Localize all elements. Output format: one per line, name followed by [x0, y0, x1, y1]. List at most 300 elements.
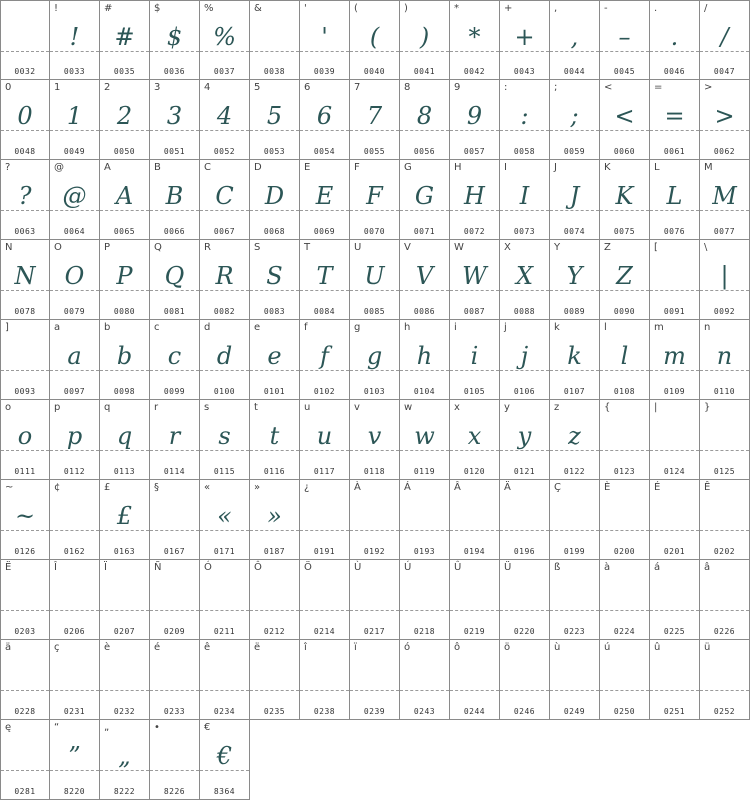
glyph-cell	[500, 640, 550, 720]
char-label: Ñ	[154, 562, 162, 573]
char-label: t	[254, 402, 258, 413]
glyph-cell	[400, 0, 450, 80]
glyph-sample: l	[620, 342, 629, 370]
char-label: I	[504, 162, 507, 173]
glyph-sample: 7	[366, 102, 383, 130]
glyph-cell	[0, 160, 50, 240]
glyph-sample: $	[166, 23, 183, 51]
char-code: 0055	[363, 147, 386, 156]
glyph-cell	[300, 240, 350, 320]
glyph-cell	[700, 560, 750, 640]
char-code: 0239	[363, 707, 386, 716]
glyph-cell	[300, 640, 350, 720]
glyph-cell	[500, 160, 550, 240]
glyph-sample	[150, 496, 199, 536]
glyph-sample	[1, 336, 49, 376]
glyph-sample: 0	[17, 102, 33, 130]
glyph-sample: c	[167, 342, 182, 370]
glyph-sample: I	[519, 182, 530, 210]
char-code: 0067	[213, 227, 236, 236]
glyph-sample: >	[714, 102, 735, 130]
glyph-sample: f	[320, 342, 329, 370]
glyph-cell	[600, 640, 650, 720]
char-code: 0069	[313, 227, 336, 236]
char-label: J	[554, 162, 557, 173]
glyph-sample: t	[269, 422, 280, 450]
char-label: Ö	[304, 562, 312, 573]
glyph-cell	[500, 480, 550, 560]
char-label: Ï	[104, 562, 107, 573]
char-code: 0072	[463, 227, 486, 236]
glyph-cell	[200, 400, 250, 480]
char-label: =	[654, 82, 663, 93]
char-code: 0087	[463, 307, 486, 316]
char-code: 0110	[713, 387, 736, 396]
char-code: 0223	[563, 627, 586, 636]
glyph-sample: 4	[216, 102, 233, 130]
glyph-cell	[650, 80, 700, 160]
char-label: V	[404, 242, 411, 253]
glyph-sample: G	[414, 182, 435, 210]
glyph-sample: d	[216, 342, 233, 370]
char-code: 0103	[363, 387, 386, 396]
glyph-sample: 3	[166, 102, 183, 130]
char-code: 0228	[14, 707, 36, 716]
char-code: 0125	[713, 467, 736, 476]
glyph-cell	[50, 560, 100, 640]
char-label: §	[154, 482, 159, 493]
glyph-sample: :	[520, 102, 529, 130]
char-label: a	[54, 322, 61, 333]
char-code: 0252	[713, 707, 736, 716]
char-label: ö	[504, 642, 511, 653]
char-code: 0214	[313, 627, 336, 636]
glyph-cell	[600, 320, 650, 400]
glyph-sample	[250, 576, 299, 616]
char-code: 0066	[163, 227, 186, 236]
char-code: 0071	[413, 227, 436, 236]
glyph-sample	[600, 416, 649, 456]
char-code: 0106	[513, 387, 536, 396]
char-code: 0068	[263, 227, 286, 236]
glyph-cell	[650, 640, 700, 720]
glyph-cell	[450, 400, 500, 480]
char-label: m	[654, 322, 664, 333]
char-code: 0194	[463, 547, 486, 556]
char-code: 0044	[563, 67, 586, 76]
char-code: 0089	[563, 307, 586, 316]
glyph-cell	[400, 160, 450, 240]
glyph-cell	[600, 400, 650, 480]
char-code: 0163	[113, 547, 136, 556]
char-code: 0085	[363, 307, 386, 316]
char-label: Ç	[554, 482, 561, 493]
char-code: 0046	[663, 67, 686, 76]
glyph-cell	[350, 640, 400, 720]
glyph-cell	[150, 0, 200, 80]
char-label: é	[154, 642, 161, 653]
glyph-cell	[350, 240, 400, 320]
char-label: ü	[704, 642, 711, 653]
char-label: Û	[454, 562, 462, 573]
char-code: 0092	[713, 307, 736, 316]
char-label: y	[504, 402, 510, 413]
char-label: v	[354, 402, 360, 413]
char-code: 0081	[163, 307, 186, 316]
glyph-sample	[100, 576, 149, 616]
glyph-sample	[450, 496, 499, 536]
glyph-cell	[300, 320, 350, 400]
char-label: h	[404, 322, 411, 333]
char-code: 0191	[313, 547, 336, 556]
glyph-sample	[650, 576, 699, 616]
glyph-sample: 2	[116, 102, 133, 130]
char-code: 0244	[463, 707, 486, 716]
glyph-cell	[100, 400, 150, 480]
glyph-sample: 6	[316, 102, 333, 130]
char-code: 0059	[563, 147, 586, 156]
glyph-sample: 8	[416, 102, 433, 130]
char-code: 0251	[663, 707, 686, 716]
glyph-cell	[350, 0, 400, 80]
char-code: 0119	[413, 467, 436, 476]
glyph-sample: r	[168, 422, 181, 450]
char-code: 0035	[113, 67, 136, 76]
char-code: 0075	[613, 227, 636, 236]
char-label: )	[404, 3, 408, 14]
glyph-cell	[650, 320, 700, 400]
char-code: 0113	[113, 467, 136, 476]
char-code: 0060	[613, 147, 636, 156]
glyph-sample: S	[266, 262, 283, 290]
glyph-cell	[150, 640, 200, 720]
char-code: 0246	[513, 707, 536, 716]
char-label: Z	[604, 242, 611, 253]
glyph-cell	[450, 320, 500, 400]
char-label: Q	[154, 242, 162, 253]
glyph-sample: =	[664, 102, 685, 130]
char-code: 8364	[213, 787, 236, 796]
char-code: 0062	[713, 147, 736, 156]
char-label: d	[204, 322, 211, 333]
glyph-cell	[150, 400, 200, 480]
char-label: +	[504, 3, 513, 14]
glyph-cell	[500, 0, 550, 80]
char-code: 0091	[663, 307, 686, 316]
char-code: 0211	[213, 627, 236, 636]
char-label: n	[704, 322, 711, 333]
char-code: 0076	[663, 227, 686, 236]
char-label: Ô	[254, 562, 262, 573]
char-label: #	[104, 3, 113, 14]
glyph-cell	[600, 80, 650, 160]
char-label: €	[204, 722, 211, 733]
char-label: o	[5, 402, 12, 413]
glyph-cell	[600, 160, 650, 240]
glyph-cell	[50, 160, 100, 240]
glyph-sample: e	[267, 342, 282, 370]
char-label: /	[704, 3, 708, 14]
glyph-sample	[550, 576, 599, 616]
glyph-sample	[100, 656, 149, 696]
char-label: w	[404, 402, 413, 413]
glyph-cell	[400, 400, 450, 480]
char-code: 0032	[14, 67, 36, 76]
char-code: 0118	[363, 467, 386, 476]
char-label: “	[54, 722, 60, 733]
char-label: ó	[404, 642, 411, 653]
glyph-sample	[50, 576, 99, 616]
char-label: [	[654, 242, 658, 253]
glyph-sample: ~	[14, 502, 36, 530]
glyph-sample: z	[568, 422, 581, 450]
char-code: 0039	[313, 67, 336, 76]
char-label: À	[354, 482, 361, 493]
glyph-cell	[150, 480, 200, 560]
char-label: Ê	[704, 482, 711, 493]
glyph-sample: V	[415, 262, 434, 290]
char-label: s	[204, 402, 210, 413]
glyph-sample: u	[316, 422, 333, 450]
glyph-sample	[550, 656, 599, 696]
glyph-cell	[650, 480, 700, 560]
glyph-sample: g	[366, 342, 383, 370]
glyph-sample: @	[62, 182, 87, 210]
char-label: Ü	[504, 562, 512, 573]
char-label: ¢	[54, 482, 61, 493]
glyph-sample	[350, 576, 399, 616]
char-code: 0077	[713, 227, 736, 236]
char-code: 0061	[663, 147, 686, 156]
glyph-cell	[400, 320, 450, 400]
glyph-cell	[700, 80, 750, 160]
glyph-cell	[0, 720, 50, 800]
glyph-sample: 5	[266, 102, 283, 130]
char-label: Ë	[5, 562, 12, 573]
char-label: q	[104, 402, 111, 413]
char-label: Î	[54, 562, 57, 573]
char-code: 0057	[463, 147, 486, 156]
glyph-sample: N	[14, 262, 36, 290]
char-label: 0	[5, 82, 12, 93]
glyph-sample: *	[468, 23, 481, 51]
char-label: ę	[5, 722, 12, 733]
glyph-cell	[200, 320, 250, 400]
glyph-sample: L	[666, 182, 683, 210]
glyph-cell	[0, 0, 50, 80]
glyph-cell	[350, 480, 400, 560]
glyph-sample	[150, 656, 199, 696]
glyph-sample	[550, 496, 599, 536]
glyph-sample	[650, 496, 699, 536]
char-code: 0056	[413, 147, 436, 156]
glyph-sample: #	[114, 23, 135, 51]
glyph-sample: w	[414, 422, 435, 450]
glyph-cell	[400, 240, 450, 320]
char-code: 0232	[113, 707, 136, 716]
glyph-sample	[1, 656, 49, 696]
glyph-sample: O	[64, 262, 85, 290]
glyph-cell	[150, 80, 200, 160]
glyph-cell	[100, 720, 150, 800]
char-label: è	[104, 642, 111, 653]
glyph-cell	[450, 0, 500, 80]
glyph-sample	[150, 736, 199, 776]
char-code: 0117	[313, 467, 336, 476]
glyph-cell	[600, 0, 650, 80]
char-code: 0167	[163, 547, 186, 556]
glyph-cell	[250, 640, 300, 720]
char-code: 0101	[263, 387, 286, 396]
glyph-cell	[600, 240, 650, 320]
char-label: ]	[5, 322, 9, 333]
glyph-cell	[50, 0, 100, 80]
char-label: £	[104, 482, 111, 493]
char-label: 3	[154, 82, 161, 93]
char-label: W	[454, 242, 464, 253]
glyph-cell	[700, 240, 750, 320]
glyph-cell	[50, 480, 100, 560]
glyph-sample: ,	[570, 23, 579, 51]
glyph-cell	[250, 160, 300, 240]
glyph-sample: K	[615, 182, 634, 210]
glyph-cell	[350, 160, 400, 240]
glyph-cell	[450, 640, 500, 720]
glyph-cell	[500, 560, 550, 640]
char-label: •	[154, 722, 160, 733]
glyph-cell	[300, 560, 350, 640]
char-code: 0050	[113, 147, 136, 156]
glyph-cell	[100, 560, 150, 640]
glyph-cell	[650, 400, 700, 480]
char-label: !	[54, 3, 59, 14]
glyph-cell	[0, 480, 50, 560]
glyph-sample	[50, 656, 99, 696]
glyph-cell	[400, 560, 450, 640]
char-label: $	[154, 3, 161, 14]
glyph-cell	[500, 240, 550, 320]
glyph-sample: C	[215, 182, 234, 210]
glyph-sample	[500, 496, 549, 536]
char-code: 0112	[63, 467, 86, 476]
glyph-cell	[0, 240, 50, 320]
char-code: 0121	[513, 467, 536, 476]
glyph-cell	[700, 400, 750, 480]
glyph-sample: s	[218, 422, 231, 450]
char-label: É	[654, 482, 661, 493]
glyph-sample: »	[267, 502, 282, 530]
glyph-sample	[700, 656, 749, 696]
glyph-sample	[600, 656, 649, 696]
char-label: T	[304, 242, 311, 253]
glyph-cell	[200, 0, 250, 80]
glyph-cell	[550, 560, 600, 640]
char-code: 0225	[663, 627, 686, 636]
char-label: E	[304, 162, 311, 173]
char-label: e	[254, 322, 261, 333]
glyph-cell	[150, 160, 200, 240]
glyph-cell	[300, 160, 350, 240]
glyph-sample: H	[464, 182, 485, 210]
char-code: 0226	[713, 627, 736, 636]
glyph-sample	[450, 576, 499, 616]
glyph-sample: X	[515, 262, 534, 290]
glyph-sample	[600, 576, 649, 616]
glyph-sample: ?	[18, 182, 32, 210]
char-code: 0212	[263, 627, 286, 636]
glyph-cell	[300, 0, 350, 80]
char-label: '	[304, 3, 307, 14]
glyph-sample: q	[116, 422, 133, 450]
char-label: >	[704, 82, 713, 93]
char-code: 0238	[313, 707, 336, 716]
char-label: Ä	[504, 482, 511, 493]
glyph-cell	[0, 640, 50, 720]
char-label: %	[204, 3, 214, 14]
char-label: 8	[404, 82, 411, 93]
char-label: Ù	[354, 562, 362, 573]
char-label: i	[454, 322, 457, 333]
char-label: L	[654, 162, 660, 173]
char-label: 9	[454, 82, 461, 93]
char-label: 5	[254, 82, 261, 93]
glyph-cell	[650, 240, 700, 320]
char-label: 4	[204, 82, 211, 93]
char-label: :	[504, 82, 508, 93]
char-label: p	[54, 402, 61, 413]
glyph-sample: x	[467, 422, 482, 450]
char-code: 0192	[363, 547, 386, 556]
glyph-sample	[700, 416, 749, 456]
char-code: 0234	[213, 707, 236, 716]
char-label: S	[254, 242, 261, 253]
char-code: 0036	[163, 67, 186, 76]
glyph-cell	[500, 320, 550, 400]
char-code: 0074	[563, 227, 586, 236]
glyph-sample: i	[470, 342, 479, 370]
char-label: j	[504, 322, 507, 333]
glyph-cell	[350, 400, 400, 480]
glyph-cell	[150, 320, 200, 400]
char-code: 0122	[563, 467, 586, 476]
glyph-sample: Y	[566, 262, 583, 290]
char-label: O	[54, 242, 62, 253]
char-code: 0104	[413, 387, 436, 396]
glyph-cell	[700, 0, 750, 80]
glyph-sample	[150, 576, 199, 616]
glyph-sample: k	[567, 342, 582, 370]
char-label: „	[104, 722, 110, 733]
glyph-cell	[200, 480, 250, 560]
glyph-sample: y	[517, 422, 532, 450]
glyph-cell	[250, 240, 300, 320]
glyph-cell	[450, 480, 500, 560]
char-label: È	[604, 482, 611, 493]
glyph-cell	[300, 400, 350, 480]
char-code: 0201	[663, 547, 686, 556]
char-code: 0219	[463, 627, 486, 636]
char-code: 0093	[14, 387, 36, 396]
char-code: 0171	[213, 547, 236, 556]
char-label: z	[554, 402, 560, 413]
glyph-sample: (	[369, 23, 380, 51]
char-code: 0086	[413, 307, 436, 316]
char-label: c	[154, 322, 160, 333]
glyph-cell	[200, 720, 250, 800]
char-code: 0099	[163, 387, 186, 396]
glyph-cell	[200, 640, 250, 720]
char-label: F	[354, 162, 360, 173]
